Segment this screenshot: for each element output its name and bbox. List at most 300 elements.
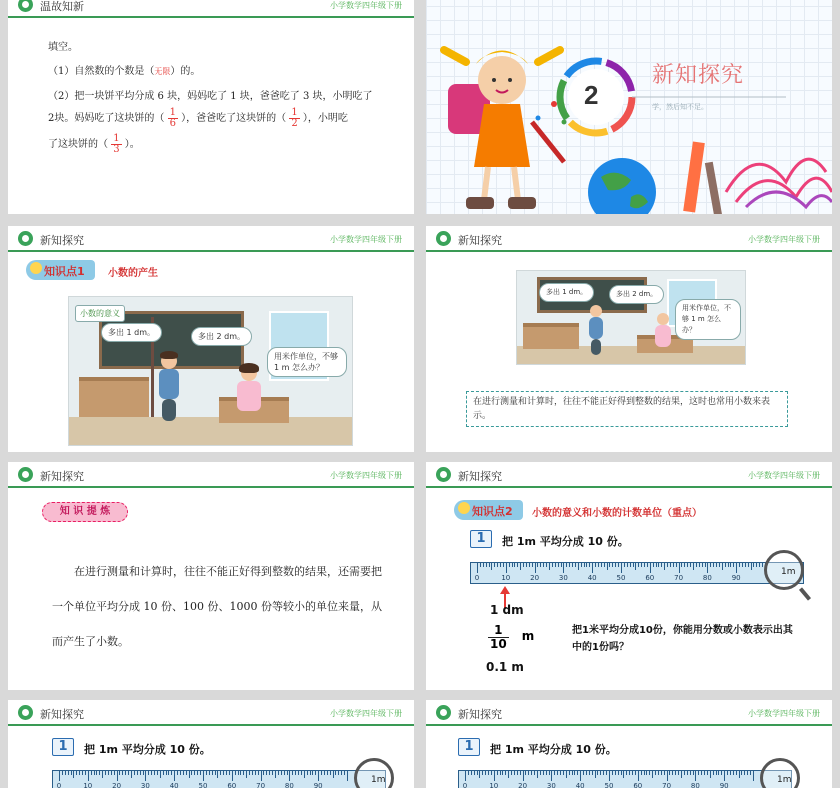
ruler-tick xyxy=(529,563,530,567)
ruler-label: 0 xyxy=(474,574,480,582)
ruler-tick xyxy=(246,771,247,778)
ruler-tick xyxy=(644,771,645,775)
ruler-tick xyxy=(566,563,567,567)
ruler-tick xyxy=(177,771,178,775)
ruler-tick xyxy=(537,771,538,778)
ruler-tick xyxy=(623,771,624,778)
meter-ruler xyxy=(470,562,804,584)
logo-icon xyxy=(18,231,33,246)
ruler-tick xyxy=(269,771,270,775)
slide-header xyxy=(8,226,414,252)
ruler-tick xyxy=(762,563,763,567)
ruler-tick xyxy=(540,563,541,567)
ruler-tick xyxy=(289,771,290,781)
ruler-tick xyxy=(335,771,336,775)
ruler-tick xyxy=(560,771,561,775)
ruler-tick xyxy=(474,771,475,775)
ruler-tick xyxy=(534,771,535,775)
ruler-label: 80 xyxy=(702,574,712,582)
meter-ruler xyxy=(458,770,792,788)
ruler-tick xyxy=(574,771,575,775)
ruler-tick xyxy=(157,771,158,775)
ruler-tick xyxy=(91,771,92,775)
ruler-label: 90 xyxy=(731,574,741,582)
ruler-tick xyxy=(725,563,726,567)
ruler-tick xyxy=(194,771,195,775)
magnifier-icon xyxy=(354,758,394,788)
ruler-tick xyxy=(140,771,141,775)
ruler-tick xyxy=(656,563,657,567)
logo-icon xyxy=(18,0,33,12)
ruler-tick xyxy=(670,563,671,567)
ruler-label: 60 xyxy=(633,782,643,788)
boy-figure xyxy=(587,305,605,355)
subject-label: 小学数学四年级下册 xyxy=(330,471,402,480)
ruler-tick xyxy=(295,771,296,775)
ruler-tick xyxy=(180,771,181,775)
ruler-tick xyxy=(635,771,636,775)
ruler-tick xyxy=(143,771,144,775)
ruler-tick xyxy=(551,771,552,781)
ruler-tick xyxy=(630,563,631,567)
ruler-tick xyxy=(203,771,204,781)
ruler-tick xyxy=(292,771,293,775)
ruler-tick xyxy=(344,771,345,775)
ruler-tick xyxy=(546,563,547,567)
ruler-tick xyxy=(171,771,172,775)
ruler-tick xyxy=(722,563,723,570)
ruler-tick xyxy=(520,771,521,775)
ruler-tick xyxy=(215,771,216,775)
ruler-tick xyxy=(200,771,201,775)
ruler-tick xyxy=(347,771,348,781)
ruler-tick xyxy=(586,771,587,775)
ruler-tick xyxy=(753,563,754,567)
ruler-tick xyxy=(71,771,72,775)
ruler-tick xyxy=(716,771,717,775)
value-decimal: 0.1 m xyxy=(486,660,524,674)
slide-title: 新知探究 xyxy=(458,708,502,721)
ruler-tick xyxy=(664,771,665,775)
ruler-label: 30 xyxy=(558,574,568,582)
ruler-tick xyxy=(261,771,262,781)
ruler-tick xyxy=(197,771,198,775)
ruler-tick xyxy=(704,771,705,775)
ruler-tick xyxy=(716,563,717,567)
slide-title: 新知探究 xyxy=(40,470,84,483)
ruler-tick xyxy=(705,563,706,567)
ruler-tick xyxy=(713,563,714,567)
ruler-tick xyxy=(134,771,135,775)
ruler-tick xyxy=(333,771,334,778)
ruler-tick xyxy=(102,771,103,778)
ruler-tick xyxy=(324,771,325,775)
ruler-tick xyxy=(174,771,175,781)
ruler-tick xyxy=(105,771,106,775)
ruler-tick xyxy=(741,771,742,775)
ruler-tick xyxy=(494,771,495,781)
ruler-tick xyxy=(644,563,645,567)
ruler-tick xyxy=(635,563,636,570)
ruler-tick xyxy=(555,563,556,567)
ruler-tick xyxy=(661,563,662,567)
ruler-tick xyxy=(554,771,555,775)
ruler-tick xyxy=(646,771,647,775)
slide-section-cover[interactable] xyxy=(426,0,832,214)
ruler-tick xyxy=(759,563,760,567)
ruler-tick xyxy=(598,563,599,567)
ruler-label: 60 xyxy=(227,782,237,788)
ruler-tick xyxy=(742,563,743,567)
note-box: 在进行测量和计算时，往往不能正好得到整数的结果，这时也常用小数来表示。 xyxy=(466,391,788,427)
ruler-tick xyxy=(650,563,651,573)
girl-figure xyxy=(653,313,673,353)
ruler-tick xyxy=(589,771,590,775)
ruler-tick xyxy=(85,771,86,775)
magnifier-icon xyxy=(760,758,800,788)
ruler-tick xyxy=(733,563,734,567)
ruler-tick xyxy=(569,771,570,775)
ruler-label: 40 xyxy=(169,782,179,788)
speech-bubble-boy-2: 多出 2 dm。 xyxy=(609,285,664,304)
ruler-label: 90 xyxy=(719,782,729,788)
boy-figure xyxy=(157,353,181,423)
ruler-tick xyxy=(569,563,570,567)
star-icon xyxy=(30,262,42,274)
cover-illustration xyxy=(426,0,832,214)
ruler-tick xyxy=(690,771,691,775)
ruler-tick xyxy=(209,771,210,775)
ruler-tick xyxy=(500,771,501,775)
section-number: 2 xyxy=(584,80,599,110)
ruler-tick xyxy=(647,563,648,567)
ruler-tick xyxy=(661,771,662,775)
subject-label: 小学数学四年级下册 xyxy=(330,235,402,244)
ruler-tick xyxy=(572,563,573,567)
ruler-tick xyxy=(641,771,642,775)
ruler-tick xyxy=(111,771,112,775)
floor xyxy=(69,417,352,445)
ruler-label: 20 xyxy=(530,574,540,582)
ruler-tick xyxy=(589,563,590,567)
pencil-icon xyxy=(683,142,705,213)
ruler-label: 30 xyxy=(140,782,150,788)
ruler-label: 50 xyxy=(198,782,208,788)
ruler-tick xyxy=(531,771,532,775)
ruler-tick xyxy=(693,771,694,775)
ruler-tick xyxy=(238,771,239,775)
value-decimeter: 1 dm xyxy=(490,603,524,617)
knowledge-topic: 小数的产生 xyxy=(108,268,158,279)
ruler-tick xyxy=(327,771,328,775)
star-icon xyxy=(458,502,470,514)
ruler-tick xyxy=(655,771,656,775)
section-subtitle: 学，然后知不足。 xyxy=(652,103,708,111)
ruler-tick xyxy=(667,563,668,567)
ruler-tick xyxy=(189,771,190,778)
ruler-tick xyxy=(719,563,720,567)
ruler-tick xyxy=(122,771,123,775)
ruler-tick xyxy=(151,771,152,775)
ruler-tick xyxy=(578,563,579,570)
ruler-tick xyxy=(629,771,630,775)
ruler-tick xyxy=(621,563,622,573)
ruler-tick xyxy=(618,563,619,567)
magnifier-icon xyxy=(764,550,804,590)
ruler-tick xyxy=(600,771,601,775)
ruler-tick xyxy=(217,771,218,778)
ruler-tick xyxy=(512,563,513,567)
ruler-label: 10 xyxy=(501,574,511,582)
ruler-tick xyxy=(206,771,207,775)
ruler-tick xyxy=(511,771,512,775)
ruler-tick xyxy=(137,771,138,775)
ruler-tick xyxy=(79,771,80,775)
ruler-tick xyxy=(658,771,659,775)
speech-bubble-boy-1: 多出 1 dm。 xyxy=(539,283,594,302)
ruler-tick xyxy=(304,771,305,778)
classroom-illustration xyxy=(68,296,353,446)
ruler-tick xyxy=(471,771,472,775)
ruler-tick xyxy=(558,563,559,567)
brush-icon xyxy=(705,162,722,214)
slide-title: 新知探究 xyxy=(40,234,84,247)
section-title: 新知探究 xyxy=(652,63,745,88)
speech-bubble-boy-1: 多出 1 dm。 xyxy=(101,323,162,342)
ruler-tick xyxy=(229,771,230,775)
ruler-label: 70 xyxy=(662,782,672,788)
ruler-tick xyxy=(82,771,83,775)
ruler-tick xyxy=(615,771,616,775)
ruler-tick xyxy=(583,771,584,775)
ruler-tick xyxy=(561,563,562,567)
magnifier-label: 1m xyxy=(371,775,386,785)
ruler-tick xyxy=(710,771,711,778)
ruler-tick xyxy=(543,771,544,775)
ruler-tick xyxy=(681,563,682,567)
ruler-tick xyxy=(489,563,490,567)
ruler-tick xyxy=(298,771,299,775)
ruler-tick xyxy=(695,771,696,781)
desk xyxy=(523,323,579,349)
ruler-label: 40 xyxy=(587,574,597,582)
ruler-tick xyxy=(684,771,685,775)
question-2-line-3: 了这块饼的（ $\frac{1}{3}$ ）。 xyxy=(48,133,140,155)
ruler-tick xyxy=(520,563,521,570)
ruler-tick xyxy=(733,771,734,775)
ruler-tick xyxy=(687,563,688,567)
ruler-label: 10 xyxy=(489,782,499,788)
ruler-label: 70 xyxy=(674,574,684,582)
ruler-label: 10 xyxy=(83,782,93,788)
ruler-tick xyxy=(653,563,654,567)
ruler-tick xyxy=(491,563,492,570)
slide-header xyxy=(8,0,414,18)
ruler-label: 70 xyxy=(256,782,266,788)
slide-ruler-left[interactable] xyxy=(8,700,414,788)
slide-header xyxy=(8,700,414,726)
ruler-tick xyxy=(96,771,97,775)
step-book-icon: 1 xyxy=(458,738,480,756)
ruler-tick xyxy=(258,771,259,775)
ruler-tick xyxy=(595,771,596,778)
ruler-tick xyxy=(488,771,489,775)
ruler-tick xyxy=(485,771,486,775)
ruler-tick xyxy=(517,563,518,567)
slide-ruler-right[interactable] xyxy=(426,700,832,788)
ruler-tick xyxy=(145,771,146,781)
logo-icon xyxy=(18,467,33,482)
ruler-tick xyxy=(572,771,573,775)
ruler-tick xyxy=(477,771,478,775)
ruler-tick xyxy=(284,771,285,775)
ruler-tick xyxy=(94,771,95,775)
ruler-tick xyxy=(117,771,118,781)
girl-head-icon xyxy=(478,56,526,104)
ruler-tick xyxy=(508,771,509,778)
ruler-tick xyxy=(160,771,161,778)
step-text: 把 1m 平均分成 10 份。 xyxy=(490,743,617,756)
ruler-tick xyxy=(721,771,722,775)
ruler-tick xyxy=(191,771,192,775)
ruler-tick xyxy=(607,563,608,570)
ruler-tick xyxy=(468,771,469,775)
ruler-tick xyxy=(263,771,264,775)
ruler-tick xyxy=(465,771,466,781)
ruler-tick xyxy=(76,771,77,775)
ruler-tick xyxy=(604,563,605,567)
ruler-tick xyxy=(480,563,481,567)
ruler-tick xyxy=(88,771,89,781)
ruler-tick xyxy=(128,771,129,775)
ruler-tick xyxy=(672,771,673,775)
ruler-tick xyxy=(275,771,276,778)
ruler-tick xyxy=(612,563,613,567)
ruler-tick xyxy=(699,563,700,567)
subject-label: 小学数学四年级下册 xyxy=(748,235,820,244)
ruler-tick xyxy=(330,771,331,775)
slide-title: 新知探究 xyxy=(458,470,502,483)
ruler-tick xyxy=(272,771,273,775)
ruler-tick xyxy=(125,771,126,775)
ruler-tick xyxy=(318,771,319,781)
ruler-tick xyxy=(486,563,487,567)
ruler-tick xyxy=(163,771,164,775)
girl-figure xyxy=(235,365,263,425)
logo-icon xyxy=(436,231,451,246)
slide-title: 温故知新 xyxy=(40,0,84,13)
ruler-tick xyxy=(525,771,526,775)
desk xyxy=(79,377,149,417)
ruler-label: 90 xyxy=(313,782,323,788)
ruler-tick xyxy=(747,771,748,775)
ruler-tick xyxy=(186,771,187,775)
ruler-tick xyxy=(301,771,302,775)
ruler-tick xyxy=(667,771,668,781)
knowledge-badge: 知识点2 xyxy=(454,500,523,520)
ruler-tick xyxy=(491,771,492,775)
magnifier-label: 1m xyxy=(781,567,796,577)
knowledge-badge: 知识点1 xyxy=(26,260,95,280)
ruler-tick xyxy=(710,563,711,567)
logo-icon xyxy=(18,705,33,720)
ruler-tick xyxy=(557,771,558,775)
ruler-tick xyxy=(549,563,550,570)
review-heading: 填空。 xyxy=(48,42,78,53)
ruler-tick xyxy=(626,771,627,775)
ruler-tick xyxy=(482,771,483,775)
ruler-tick xyxy=(108,771,109,775)
slide-review[interactable] xyxy=(8,0,414,214)
ruler-tick xyxy=(673,563,674,567)
ruler-tick xyxy=(753,771,754,781)
ruler-tick xyxy=(586,563,587,567)
ruler-tick xyxy=(597,771,598,775)
speech-bubble-girl: 用米作单位，不够 1 m 怎么办？ xyxy=(267,347,347,377)
step-text: 把 1m 平均分成 10 份。 xyxy=(84,743,211,756)
ruler-tick xyxy=(59,771,60,781)
summary-text: 在进行测量和计算时，往往不能正好得到整数的结果，还需要把一个单位平均分成 10 份、100 份、1000 份等较小的单位来量，从而产生了小数。 xyxy=(52,565,382,648)
slide-header xyxy=(426,700,832,726)
ruler-tick xyxy=(736,771,737,775)
ruler-label: 20 xyxy=(112,782,122,788)
slide-measurement[interactable] xyxy=(426,226,832,452)
ruler-tick xyxy=(687,771,688,775)
ruler-tick xyxy=(603,771,604,775)
ruler-tick xyxy=(641,563,642,567)
ruler-tick xyxy=(240,771,241,775)
ruler-tick xyxy=(624,563,625,567)
slide-title: 新知探究 xyxy=(40,708,84,721)
ruler-tick xyxy=(497,563,498,567)
ruler-tick xyxy=(728,563,729,567)
ruler-tick xyxy=(243,771,244,775)
ruler-tick xyxy=(681,771,682,778)
ruler-tick xyxy=(664,563,665,570)
ruler-tick xyxy=(649,771,650,775)
question-1: （1）自然数的个数是（无限）的。 xyxy=(48,66,201,77)
ruler-tick xyxy=(62,771,63,775)
subject-label: 小学数学四年级下册 xyxy=(748,471,820,480)
ruler-tick xyxy=(615,563,616,567)
ruler-tick xyxy=(506,563,507,573)
ruler-tick xyxy=(632,771,633,775)
ruler-tick xyxy=(696,563,697,567)
slide-knowledge-point-2[interactable] xyxy=(426,462,832,690)
ruler-tick xyxy=(621,771,622,775)
ruler-tick xyxy=(307,771,308,775)
ruler-tick xyxy=(563,563,564,573)
ruler-tick xyxy=(584,563,585,567)
ruler-tick xyxy=(658,563,659,567)
slide-knowledge-summary[interactable] xyxy=(8,462,414,690)
ruler-tick xyxy=(477,563,478,573)
speech-bubble-boy-2: 多出 2 dm。 xyxy=(191,327,252,346)
ruler-tick xyxy=(702,563,703,567)
ruler-tick xyxy=(232,771,233,781)
ruler-tick xyxy=(676,563,677,567)
ruler-tick xyxy=(627,563,628,567)
subject-label: 小学数学四年级下册 xyxy=(748,709,820,718)
ruler-tick xyxy=(321,771,322,775)
ruler-label: 80 xyxy=(284,782,294,788)
ruler-tick xyxy=(119,771,120,775)
slide-knowledge-point-1[interactable] xyxy=(8,226,414,452)
ruler-tick xyxy=(718,771,719,775)
step-text: 把 1m 平均分成 10 份。 xyxy=(502,535,629,548)
ruler-tick xyxy=(698,771,699,775)
ruler-label: 50 xyxy=(604,782,614,788)
